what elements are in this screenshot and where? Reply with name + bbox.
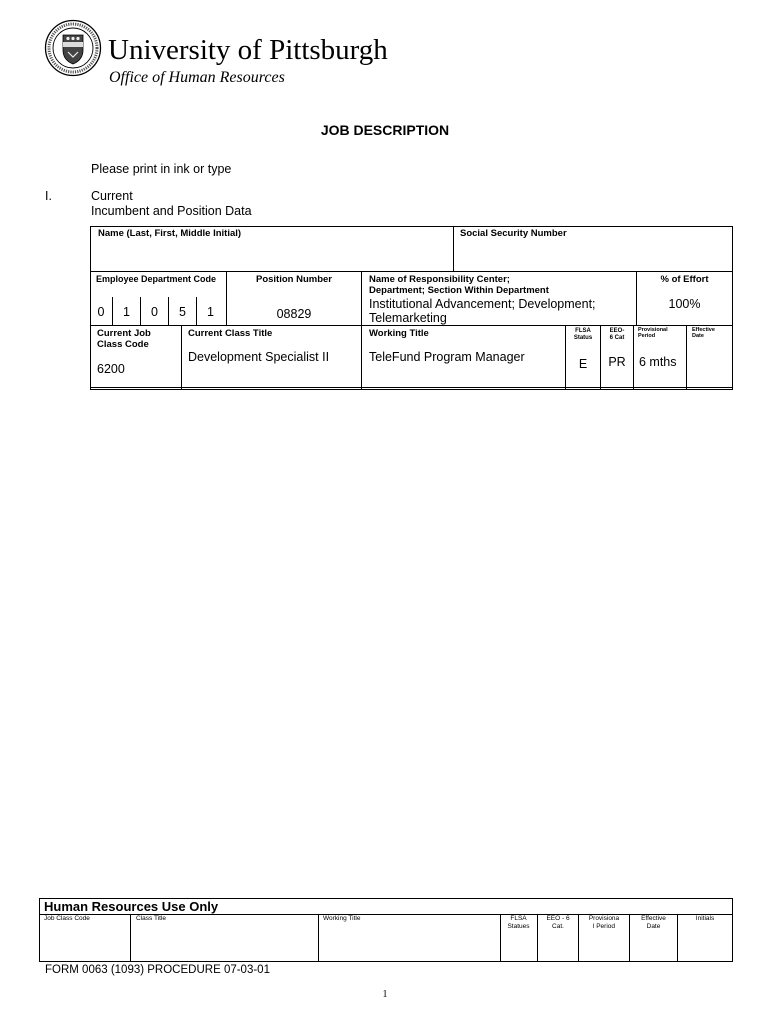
effort-label: % of Effort xyxy=(660,274,709,285)
hr-prov-label-line2: l Period xyxy=(592,923,616,930)
name-field[interactable] xyxy=(92,242,451,270)
eeo-label-line2: 6 Cat xyxy=(609,335,625,341)
resp-center-label-line1: Name of Responsibility Center; xyxy=(369,274,510,285)
section-heading-line2: Incumbent and Position Data xyxy=(91,204,252,218)
job-class-code-label-line2: Class Code xyxy=(97,339,149,350)
form-identifier: FORM 0063 (1093) PROCEDURE 07-03-01 xyxy=(45,964,270,976)
eff-label-line1: Effective xyxy=(692,327,715,333)
resp-center-value-line2[interactable]: Telemarketing xyxy=(369,311,447,325)
ssn-field[interactable] xyxy=(455,242,730,270)
prov-label-line1: Provisional xyxy=(638,327,668,333)
prov-value[interactable]: 6 mths xyxy=(639,355,677,369)
flsa-label-line2: Status xyxy=(573,335,593,341)
dept-code-digit[interactable]: 0 xyxy=(151,305,158,319)
section-heading-line1: Current xyxy=(91,189,133,203)
effective-date-field[interactable] xyxy=(688,345,731,385)
job-class-code-value[interactable]: 6200 xyxy=(97,362,125,376)
dept-code-digit[interactable]: 1 xyxy=(123,305,130,319)
page-number: 1 xyxy=(382,989,388,1000)
hr-eff-label-line2: Date xyxy=(646,923,661,930)
job-class-code-label-line1: Current Job xyxy=(97,328,151,339)
flsa-value[interactable]: E xyxy=(578,357,588,371)
effort-value[interactable]: 100% xyxy=(668,297,701,311)
section-number: I. xyxy=(45,189,52,203)
dept-code-label: Employee Department Code xyxy=(96,274,217,284)
hr-eeo-label-line2: Cat. xyxy=(552,923,564,930)
hr-eeo-label-line1: EEO - 6 xyxy=(546,915,570,922)
position-number-value[interactable]: 08829 xyxy=(276,307,312,321)
page-title: JOB DESCRIPTION xyxy=(320,122,450,138)
flsa-label-line1: FLSA xyxy=(575,328,591,334)
eeo-value[interactable]: PR xyxy=(608,355,626,369)
resp-center-value-line1[interactable]: Institutional Advancement; Development; xyxy=(369,297,596,311)
hr-prov-label-line1: Provisiona xyxy=(588,915,620,922)
university-seal xyxy=(44,19,102,77)
instruction-text: Please print in ink or type xyxy=(91,162,232,176)
hr-initials-label: Initials xyxy=(695,915,715,922)
university-name: University of Pittsburgh xyxy=(108,34,388,66)
hr-eff-label-line1: Effective xyxy=(641,915,666,922)
eff-label-line2: Date xyxy=(692,333,704,339)
eeo-label-line1: EEO- xyxy=(609,328,625,334)
name-label: Name (Last, First, Middle Initial) xyxy=(98,228,242,239)
hr-flsa-label-line1: FLSA xyxy=(510,915,527,922)
hr-class-title-label: Class Title xyxy=(136,915,166,922)
hr-flsa-label-line2: Statues xyxy=(507,923,530,930)
hr-job-class-code-label: Job Class Code xyxy=(44,915,90,922)
class-title-label: Current Class Title xyxy=(188,328,273,339)
dept-code-digit[interactable]: 5 xyxy=(179,305,186,319)
prov-label-line2: Period xyxy=(638,333,656,339)
hr-box-title: Human Resources Use Only xyxy=(44,899,219,914)
working-title-label: Working Title xyxy=(369,328,429,339)
dept-code-digit[interactable]: 0 xyxy=(97,305,105,319)
working-title-value[interactable]: TeleFund Program Manager xyxy=(369,350,525,364)
hr-working-title-label: Working Title xyxy=(323,915,361,922)
ssn-label: Social Security Number xyxy=(460,228,567,239)
dept-code-digit[interactable]: 1 xyxy=(207,305,214,319)
resp-center-label-line2: Department; Section Within Department xyxy=(369,285,549,296)
office-name: Office of Human Resources xyxy=(109,69,285,86)
position-number-label: Position Number xyxy=(255,274,332,285)
class-title-value[interactable]: Development Specialist II xyxy=(188,350,330,364)
